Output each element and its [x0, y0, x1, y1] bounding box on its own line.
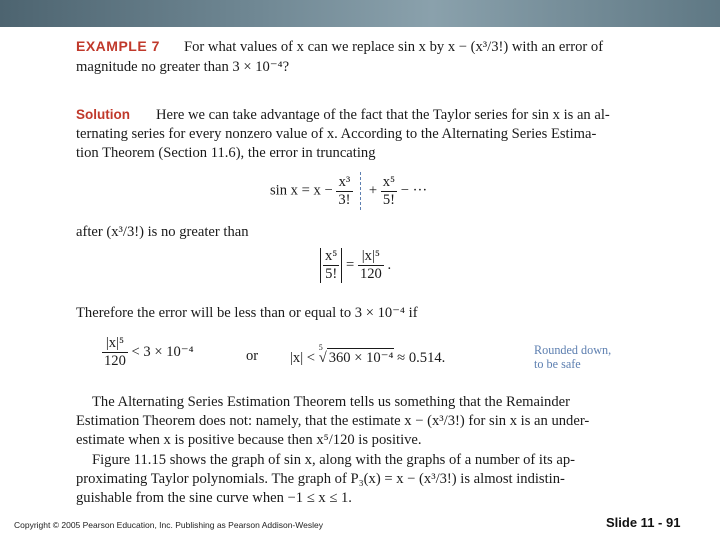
eq2-frac1-num: x⁵	[325, 248, 338, 264]
para3-line2: proximating Taylor polynomials. The graph of P₃(x) = x − (x³/3!) is almost indistin-	[76, 471, 565, 487]
eq3-root-sym: √	[318, 350, 327, 366]
slide-number: Slide 11 - 91	[606, 515, 681, 530]
eq2-eq: =	[346, 256, 355, 273]
eq1-plus: +	[368, 182, 378, 199]
eq2-frac2	[358, 248, 384, 283]
equation-sin-series	[270, 172, 427, 210]
note-rounded	[534, 343, 611, 371]
eq2-frac1	[323, 248, 339, 283]
eq3-frac-num: |x|⁵	[102, 335, 128, 353]
solution-label: Solution	[76, 107, 130, 122]
eq1-frac2-den: 5!	[382, 191, 395, 208]
after-text: after (x³/3!) is no greater than	[76, 224, 249, 240]
para3-line1: Figure 11.15 shows the graph of sin x, along with the graphs of a number of its ap-	[92, 452, 575, 468]
eq2-frac1-den: 5!	[325, 266, 338, 282]
therefore-text: Therefore the error will be less than or equal to 3 × 10⁻⁴ if	[76, 305, 418, 321]
top-banner	[0, 0, 720, 27]
eq2-period: .	[387, 256, 392, 273]
eq1-frac2-num: x⁵	[382, 173, 396, 190]
para2-line3: estimate when x is positive because then x⁵/120 is positive.	[76, 432, 422, 448]
eq3-frac-den: 120	[104, 353, 126, 369]
example-question-line1: For what values of x can we replace sin x by x − (x³/3!) with an error of	[184, 39, 604, 55]
eq3-or: or	[246, 348, 259, 364]
eq2-abs	[320, 248, 342, 283]
eq3-frac	[102, 335, 128, 370]
eq1-tail: − ···	[400, 182, 428, 199]
copyright-text: Copyright © 2005 Pearson Education, Inc. Publishing as Pearson Addison-Wesley	[14, 520, 323, 530]
eq3-root-expr	[290, 343, 446, 367]
note-line1: Rounded down,	[534, 343, 612, 357]
eq1-frac1-num: x³	[336, 174, 352, 192]
eq3-x: |x| <	[290, 350, 316, 366]
eq3-approx: ≈ 0.514.	[397, 350, 446, 366]
solution-para1-line3: tion Theorem (Section 11.6), the error in truncating	[76, 145, 376, 161]
truncation-marker	[360, 172, 361, 210]
eq2-frac2-num: |x|⁵	[358, 248, 384, 266]
para3-line3: guishable from the sine curve when −1 ≤ x ≤ 1.	[76, 490, 352, 506]
para2-line1: The Alternating Series Estimation Theorem tells us something that the Remainder	[92, 394, 570, 410]
example-label: EXAMPLE 7	[76, 38, 160, 54]
para2-line2: Estimation Theorem does not: namely, that the estimate x − (x³/3!) for sin x is an under-	[76, 413, 590, 429]
eq1-lhs: sin x = x −	[270, 182, 333, 199]
eq3-radicand: 360 × 10⁻⁴	[328, 350, 394, 366]
eq3-root-index: 5	[318, 343, 323, 353]
equation-solution	[102, 335, 194, 370]
note-line2: to be safe	[534, 357, 581, 371]
solution-para1-line2: ternating series for every nonzero value of x. According to the Alternating Series Estima-	[76, 126, 597, 142]
example-question-line2: magnitude no greater than 3 × 10⁻⁴?	[76, 59, 290, 75]
eq2-frac2-den: 120	[359, 266, 382, 282]
solution-para1-line1: Here we can take advantage of the fact that the Taylor series for sin x is an al-	[156, 107, 610, 123]
eq1-frac1-den: 3!	[338, 191, 351, 208]
eq3-rhs: < 3 × 10⁻⁴	[131, 343, 194, 360]
equation-error-bound	[320, 248, 391, 283]
eq1-frac2	[381, 174, 397, 209]
eq1-frac1	[336, 174, 352, 209]
